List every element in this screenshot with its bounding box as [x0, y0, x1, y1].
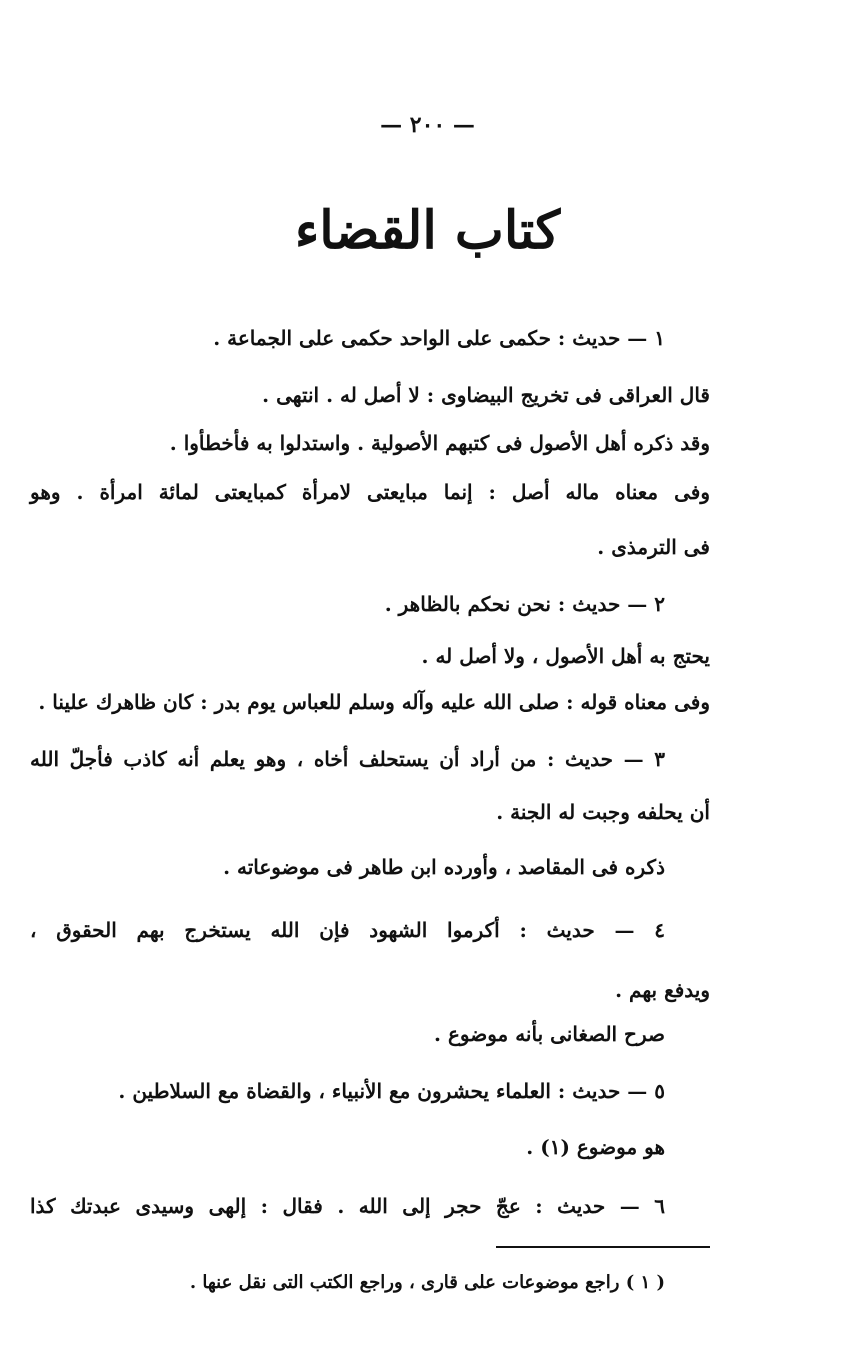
- text-line: وفى معناه قوله : صلى الله عليه وآله وسلم للعباس يوم بدر : كان ظاهرك علينا .: [38, 690, 710, 714]
- text-line: ١ — حديث : حكمى على الواحد حكمى على الجماعة .: [213, 326, 665, 350]
- footnote: ( ١ ) راجع موضوعات على قارى ، وراجع الكتب التى نقل عنها .: [189, 1272, 665, 1293]
- text-line: فى الترمذى .: [597, 535, 710, 559]
- text-line: هو موضوع (١) .: [526, 1135, 665, 1159]
- text-line: ٣ — حديث : من أراد أن يستحلف أخاه ، وهو يعلم أنه كاذب فأجلّ الله: [30, 747, 665, 771]
- text-line: صرح الصغانى بأنه موضوع .: [434, 1022, 665, 1046]
- text-line: قال العراقى فى تخريج البيضاوى : لا أصل له . انتهى .: [262, 383, 710, 407]
- text-line: يحتج به أهل الأصول ، ولا أصل له .: [421, 644, 710, 668]
- text-line: ٦ — حديث : عجّ حجر إلى الله . فقال : إلهى وسيدى عبدتك كذا: [30, 1194, 665, 1218]
- text-line: ٤ — حديث : أكرموا الشهود فإن الله يستخرج بهم الحقوق ،: [30, 918, 665, 942]
- chapter-title: كتاب القضاء: [294, 200, 561, 261]
- text-line: ذكره فى المقاصد ، وأورده ابن طاهر فى موضوعاته .: [223, 855, 665, 879]
- text-line: ويدفع بهم .: [615, 978, 710, 1002]
- text-line: ٥ — حديث : العلماء يحشرون مع الأنبياء ، والقضاة مع السلاطين .: [118, 1079, 665, 1103]
- text-line: وقد ذكره أهل الأصول فى كتبهم الأصولية . واستدلوا به فأخطأوا .: [169, 431, 710, 455]
- text-line: وفى معناه ماله أصل : إنما مبايعتى لامرأة كمبايعتى لمائة امرأة . وهو: [30, 480, 710, 504]
- text-line: أن يحلفه وجبت له الجنة .: [496, 800, 710, 824]
- page-number: — ٢٠٠ —: [380, 112, 475, 138]
- text-line: ٢ — حديث : نحن نحكم بالظاهر .: [384, 592, 665, 616]
- footnote-divider: [496, 1246, 710, 1248]
